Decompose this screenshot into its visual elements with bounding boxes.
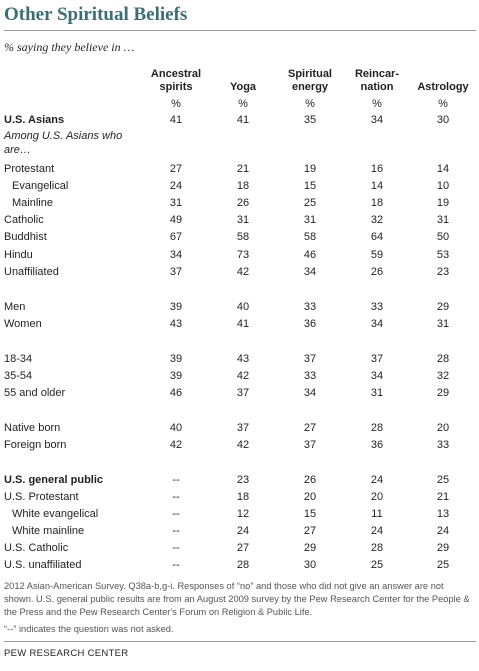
table-cell: 23 (236, 474, 250, 486)
table-row (0, 301, 479, 318)
table-cell: 53 (436, 249, 450, 261)
table-cell: 21 (436, 491, 450, 503)
table-row (0, 542, 479, 559)
table-cell: 37 (236, 387, 250, 399)
table-row (0, 197, 479, 214)
table-cell: 43 (236, 353, 250, 365)
table-cell: 19 (436, 197, 450, 209)
column-header-line: Ancestral (150, 68, 202, 80)
table-cell: 14 (370, 180, 384, 192)
table-cell: 43 (169, 318, 183, 330)
page-title: Other Spiritual Beliefs (4, 4, 188, 25)
among-note-line-1: Among U.S. Asians who (4, 130, 123, 142)
table-cell: 64 (370, 231, 384, 243)
table-cell: 34 (303, 266, 317, 278)
table-row (0, 214, 479, 231)
table-cell: 39 (169, 301, 183, 313)
table-row (0, 508, 479, 525)
table-cell: 13 (436, 508, 450, 520)
table-cell: 37 (370, 353, 384, 365)
row-label: U.S. Catholic (4, 542, 69, 554)
row-label: 55 and older (4, 387, 66, 399)
table-cell: -- (172, 508, 180, 520)
table-cell: 42 (236, 266, 250, 278)
table-cell: 28 (370, 542, 384, 554)
table-cell: 24 (370, 474, 384, 486)
table-cell: 42 (236, 370, 250, 382)
table-cell: 11 (371, 508, 383, 520)
table-cell: 37 (236, 422, 250, 434)
column-header-line: Yoga (229, 81, 257, 93)
table-cell: 28 (436, 353, 450, 365)
table-cell: 37 (169, 266, 183, 278)
table-cell: 37 (303, 353, 317, 365)
row-label: 18-34 (4, 353, 33, 365)
column-header-line: nation (360, 81, 394, 93)
table-cell: 41 (169, 114, 183, 126)
among-note-line-2: are… (4, 144, 31, 156)
table-cell: 41 (236, 114, 250, 126)
table-cell: 32 (370, 214, 384, 226)
table-row (0, 163, 479, 180)
table-cell: 33 (303, 370, 317, 382)
table-cell: -- (172, 542, 180, 554)
table-cell: 50 (436, 231, 450, 243)
table-cell: 59 (370, 249, 384, 261)
row-label: Women (4, 318, 42, 330)
footer-divider (4, 641, 476, 642)
table-cell: 14 (436, 163, 450, 175)
table-cell: 40 (169, 422, 183, 434)
table-cell: 30 (303, 559, 317, 571)
table-row (0, 370, 479, 387)
row-label: U.S. unaffiliated (4, 559, 82, 571)
row-label: Unaffiliated (4, 266, 59, 278)
table-cell: 34 (370, 318, 384, 330)
table-cell: 29 (436, 301, 450, 313)
table-cell: 16 (370, 163, 384, 175)
footnote: 2012 Asian-American Survey. Q38a-b,g-i. Responses of “no” and those who did not give an answer are not shown. U.S. general public results are from an August 2009 survey by the Pew Research Center for the People & the Press and the Pew Research Center's Forum on Religion & Public Life. (4, 581, 470, 617)
column-header-4 (405, 68, 479, 94)
table-cell: 67 (169, 231, 183, 243)
table-cell: 49 (169, 214, 183, 226)
table-cell: 46 (169, 387, 183, 399)
table-cell: 31 (436, 214, 450, 226)
table-cell: 23 (436, 266, 450, 278)
table-cell: 28 (370, 422, 384, 434)
table-row (0, 422, 479, 439)
table-cell: 25 (303, 197, 317, 209)
table-cell: 39 (169, 370, 183, 382)
table-row (0, 525, 479, 542)
title-divider (4, 30, 476, 31)
table-cell: -- (172, 491, 180, 503)
row-label: Hindu (4, 249, 33, 261)
column-header-line: Spiritual (287, 68, 332, 80)
table-cell: 31 (236, 214, 250, 226)
table-cell: 24 (236, 525, 250, 537)
table-cell: 31 (370, 387, 384, 399)
column-header-line: Astrology (417, 81, 469, 93)
table-cell: 34 (370, 114, 384, 126)
row-label: U.S. Protestant (4, 491, 79, 503)
table-cell: 15 (303, 508, 317, 520)
column-header-1 (205, 68, 281, 94)
column-header-2 (272, 68, 348, 94)
table-cell: -- (172, 559, 180, 571)
table-row (0, 353, 479, 370)
column-header-line: spirits (159, 81, 193, 93)
table-row (0, 180, 479, 197)
table-cell: 28 (236, 559, 250, 571)
table-cell: 21 (236, 163, 250, 175)
table-cell: 10 (436, 180, 450, 192)
row-label: Men (4, 301, 26, 313)
table-cell: 34 (169, 249, 183, 261)
row-label: Foreign born (4, 439, 67, 451)
table-cell: 25 (436, 474, 450, 486)
footnote-not-asked: “--” indicates the question was not asked. (4, 624, 174, 634)
table-cell: 30 (436, 114, 450, 126)
table-cell: 35 (303, 114, 317, 126)
percent-unit-label: % (238, 98, 248, 110)
table-cell: 18 (370, 197, 384, 209)
table-cell: 39 (169, 353, 183, 365)
table-cell: 73 (236, 249, 250, 261)
table-cell: 37 (303, 439, 317, 451)
column-header-line: energy (291, 81, 329, 93)
subtitle: % saying they believe in … (4, 40, 135, 54)
table-row (0, 559, 479, 576)
table-cell: 41 (236, 318, 250, 330)
table-cell: 24 (370, 525, 384, 537)
table-cell: 25 (436, 559, 450, 571)
table-row (0, 249, 479, 266)
table-cell: 29 (303, 542, 317, 554)
table-cell: 33 (370, 301, 384, 313)
table-cell: 27 (303, 525, 317, 537)
column-header-line: Reincar- (354, 68, 400, 80)
table-cell: 20 (303, 491, 317, 503)
table-cell: 19 (303, 163, 317, 175)
table-row (0, 474, 479, 491)
table-cell: 27 (169, 163, 183, 175)
table-cell: 46 (303, 249, 317, 261)
table-cell: 20 (370, 491, 384, 503)
table-cell: 26 (236, 197, 250, 209)
table-cell: 18 (236, 180, 250, 192)
row-label: Evangelical (12, 180, 69, 192)
table-cell: 36 (370, 439, 384, 451)
percent-unit-label: % (171, 98, 181, 110)
column-header-3 (339, 68, 415, 94)
table-cell: 29 (436, 387, 450, 399)
table-row (0, 266, 479, 283)
table-cell: 58 (236, 231, 250, 243)
table-cell: 24 (169, 180, 183, 192)
table-cell: 34 (370, 370, 384, 382)
table-cell: 18 (236, 491, 250, 503)
table-cell: 15 (303, 180, 317, 192)
table-cell: 25 (370, 559, 384, 571)
row-label: U.S. Asians (4, 114, 65, 126)
column-header-0 (138, 68, 214, 94)
row-label: U.S. general public (4, 474, 104, 486)
table-cell: 26 (303, 474, 317, 486)
table-cell: 31 (303, 214, 317, 226)
table-cell: 27 (236, 542, 250, 554)
table-cell: 24 (436, 525, 450, 537)
table-cell: -- (172, 525, 180, 537)
row-label: Buddhist (4, 231, 47, 243)
table-cell: 42 (169, 439, 183, 451)
table-cell: 36 (303, 318, 317, 330)
table-cell: 29 (436, 542, 450, 554)
row-label: Catholic (4, 214, 44, 226)
table-cell: -- (172, 474, 180, 486)
table-cell: 58 (303, 231, 317, 243)
table-row (0, 114, 479, 131)
table-cell: 42 (236, 439, 250, 451)
table-cell: 40 (236, 301, 250, 313)
table-row (0, 491, 479, 508)
row-label: Protestant (4, 163, 55, 175)
table-cell: 12 (236, 508, 250, 520)
percent-unit-label: % (372, 98, 382, 110)
percent-unit-label: % (438, 98, 448, 110)
source-credit: PEW RESEARCH CENTER (4, 648, 129, 659)
table-cell: 32 (436, 370, 450, 382)
table-row (0, 318, 479, 335)
table-cell: 34 (303, 387, 317, 399)
percent-unit-label: % (305, 98, 315, 110)
table-cell: 31 (436, 318, 450, 330)
table-row (0, 439, 479, 456)
row-label: Native born (4, 422, 61, 434)
row-label: White mainline (12, 525, 85, 537)
table-cell: 20 (436, 422, 450, 434)
table-cell: 33 (436, 439, 450, 451)
table-cell: 31 (169, 197, 183, 209)
table-row (0, 387, 479, 404)
table-cell: 26 (370, 266, 384, 278)
row-label: 35-54 (4, 370, 33, 382)
table-cell: 27 (303, 422, 317, 434)
row-label: Mainline (12, 197, 53, 209)
table-row (0, 231, 479, 248)
table-cell: 33 (303, 301, 317, 313)
row-label: White evangelical (12, 508, 99, 520)
